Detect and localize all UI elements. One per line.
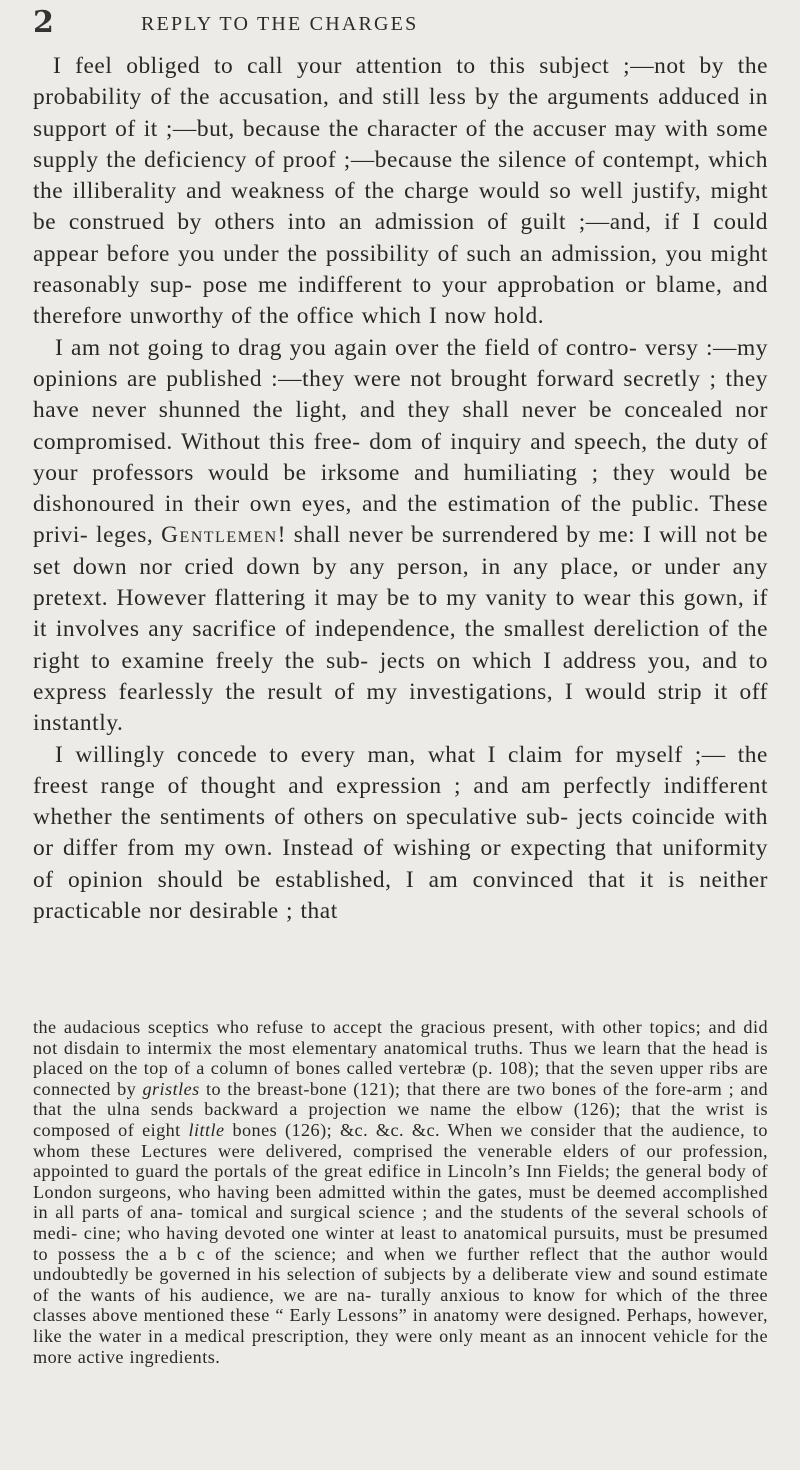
paragraph-2-part-2: ! shall never be surrendered by me: I will not be set down nor cried down by any person, in any place, or under any pretext. However flattering it may be to my vanity to wear this gown, if it involves any sacrifice of independence, the smallest dereliction of the right to examine freely the sub- jects on which I address you, and to express fearlessly the result of my investigations, I would strip it off instantly.	[33, 522, 768, 737]
gentlemen-word: Gentlemen	[161, 522, 278, 549]
running-head	[33, 6, 773, 40]
quote-part-3: bones (126); &c. &c. &c. When we consider that the audience, to whom these Lectures were delivered, comprised the venerable elders of our profession, appointed to guard the portals of the great edifice in Lincoln’s Inn Fields; the general body of London surgeons, who having been admitted within the gates, must be deemed accomplished in all parts of ana- tomical and surgical science ; and the students of the several schools of medi- cine; who having devoted one winter at least to anatomical pursuits, must be presumed to possess the a b c of the science; and when we further reflect that the author would undoubtedly be governed in his selection of subjects by a deliberate view and sound estimate of the wants of his audience, we are na- turally anxious to know for which of the three classes above mentioned these “ Early Lessons” in anatomy were designed. Perhaps, however, like the water in a medical prescription, they were only meant as an innocent vehicle for the more active ingredients.	[33, 1119, 768, 1367]
paragraph-1: I feel obliged to call your attention to this subject ;—not by the probability of the accusation, and still less by the arguments adduced in support of it ;—but, because the character of the accuser may with some supply the deficiency of proof ;—because the silence of contempt, which the illiberality and weakness of the charge would so well justify, might be construed by others into an admission of guilt ;—and, if I could appear before you under the possibility of such an admission, you might reasonably sup- pose me indifferent to your approbation or blame, and therefore unworthy of the office which I now hold.	[33, 53, 768, 330]
quote-part-2: to the breast-bone (121); that there are two bones of the fore-arm ; and that the ulna sends backward a projection we name the elbow (126); that the wrist is composed of eight	[33, 1078, 768, 1140]
quoted-paragraph	[33, 1017, 768, 1367]
paragraph-3: I willingly concede to every man, what I claim for myself ;— the freest range of thought and expression ; and am perfectly indifferent whether the sentiments of others on speculative sub- jects coincide with or differ from my own. Instead of wishing or expecting that uniformity of opinion should be established, I am convinced that it is neither practicable nor desirable ; that	[33, 741, 768, 925]
quote-italic-gristles: gristles	[142, 1078, 200, 1099]
paragraph-2-part-1: I am not going to drag you again over the field of contro- versy :—my opinions are published :—they were not brought forward secretly ; they have never shunned the light, and they shall never be concealed nor compromised. Without this free- dom of inquiry and speech, the duty of your professors would be irksome and humiliating ; they would be dishonoured in their own eyes, and the estimation of the public. These privi- leges,	[33, 334, 768, 549]
quoted-passage	[33, 1017, 768, 1367]
quote-italic-little: little	[188, 1119, 225, 1140]
quote-part-1: the audacious sceptics who refuse to accept the gracious present, with other topics; and did not disdain to intermix the most elementary anatomical truths. Thus we learn that the head is placed on the top of a column of bones called vertebræ (p. 108); that the seven upper ribs are connected by	[33, 1017, 768, 1099]
main-text	[33, 51, 768, 927]
paragraph-2	[33, 333, 768, 740]
running-title: REPLY TO THE CHARGES	[141, 13, 419, 35]
page-number: 2	[33, 5, 54, 40]
